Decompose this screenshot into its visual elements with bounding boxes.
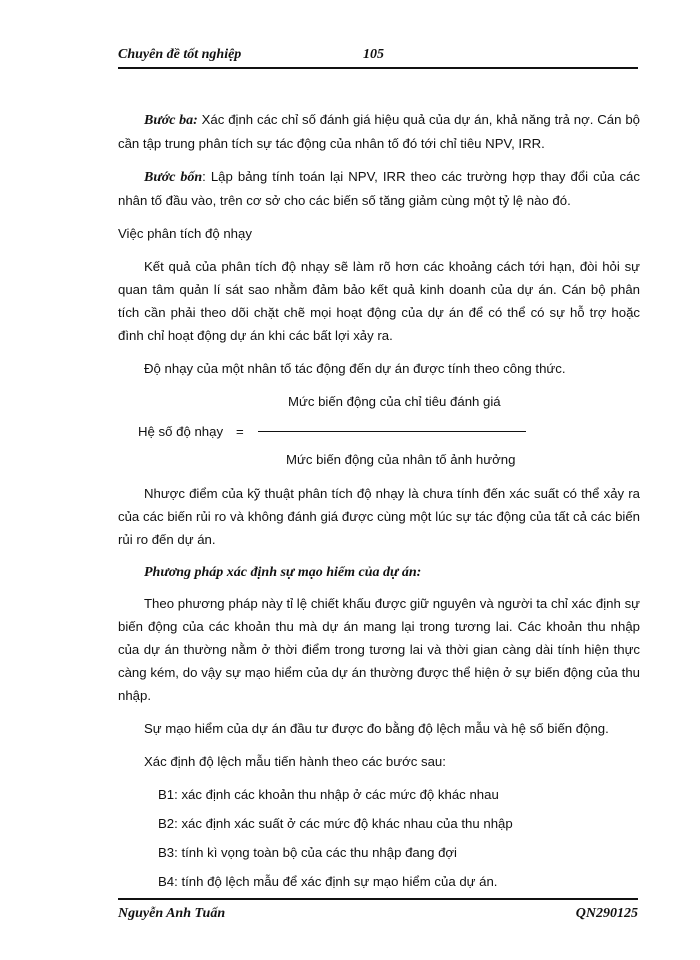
- page-footer: [118, 898, 638, 921]
- step3-text: Xác định các chỉ số đánh giá hiệu quả của dự án, khả năng trả nợ. Cán bộ cần tập trung phân tích sự tác động của nhân tố đó tới chỉ tiêu NPV, IRR.: [118, 112, 640, 151]
- step3-label: Bước ba:: [144, 113, 198, 128]
- step-item: B1: xác định các khoản thu nhập ở các mức độ khác nhau: [158, 787, 499, 802]
- header-title: Chuyên đề tốt nghiệp: [118, 47, 242, 62]
- sensitivity-formula: [118, 390, 640, 474]
- step3-paragraph: [118, 108, 640, 155]
- formula-lhs: Hệ số độ nhạy: [138, 424, 224, 439]
- step-item: B2: xác định xác suất ở các mức độ khác nhau của thu nhập: [158, 816, 513, 831]
- page-number: 105: [363, 47, 384, 62]
- page-header: [118, 45, 638, 69]
- steps-intro: Xác định độ lệch mẫu tiến hành theo các bước sau:: [144, 754, 446, 769]
- step4-text: : Lập bảng tính toán lại NPV, IRR theo các trường hợp thay đổi của các nhân tố đầu vào, trên cơ sở cho các biến số tăng giảm cùng một tỷ lệ nào đó.: [118, 169, 640, 208]
- formula-equals: =: [236, 424, 244, 439]
- formula-intro: Độ nhạy của một nhân tố tác động đến dự án được tính theo công thức.: [144, 361, 566, 376]
- risk-measure: Sự mạo hiểm của dự án đầu tư được đo bằng độ lệch mẫu và hệ số biến động.: [144, 721, 609, 736]
- fraction-bar: [258, 431, 526, 432]
- steps-list: [118, 783, 640, 893]
- formula-numerator: Mức biến động của chỉ tiêu đánh giá: [288, 394, 501, 409]
- formula-denominator: Mức biến động của nhân tố ảnh hưởng: [286, 452, 516, 467]
- risk-body: Theo phương pháp này tỉ lệ chiết khấu được giữ nguyên và người ta chỉ xác định sự biến động của các khoản thu mà dự án mang lại trong tương lai. Các khoản thu nhập của dự án thường nằm ở thời điểm trong tương lai và thời gian càng dài tính hiện thực càng kém, do vậy sự mạo hiểm của dự án thường được thể hiện ở sự biến động của thu nhập.: [118, 596, 640, 703]
- step4-label: Bước bốn: [144, 170, 203, 185]
- document-body: [118, 108, 640, 899]
- step-item: B3: tính kì vọng toàn bộ của các thu nhập đang đợi: [158, 845, 457, 860]
- footer-code: QN290125: [575, 906, 638, 921]
- sensitivity-title: Việc phân tích độ nhạy: [118, 226, 252, 241]
- drawback-paragraph: Nhược điểm của kỹ thuật phân tích độ nhạy là chưa tính đến xác suất có thể xảy ra của các biến rủi ro và không đánh giá được cùng một lúc sự tác động của tất cả các biến rủi ro đến dự án.: [118, 486, 640, 547]
- step4-paragraph: [118, 165, 640, 212]
- sensitivity-body: Kết quả của phân tích độ nhạy sẽ làm rõ hơn các khoảng cách tới hạn, đòi hỏi sự quan tâm quản lí sát sao nhằm đảm bảo kết quả kinh doanh của dự án. Cán bộ phân tích cần phải theo dõi chặt chẽ mọi hoạt động của dự án để có thể có sự hỗ trợ hoặc đình chỉ hoạt động dự án khi các bất lợi xảy ra.: [118, 259, 640, 343]
- footer-author: Nguyễn Anh Tuấn: [118, 906, 226, 921]
- risk-heading: Phương pháp xác định sự mạo hiểm của dự án:: [144, 565, 422, 580]
- step-item: B4: tính độ lệch mẫu để xác định sự mạo hiểm của dự án.: [158, 874, 498, 889]
